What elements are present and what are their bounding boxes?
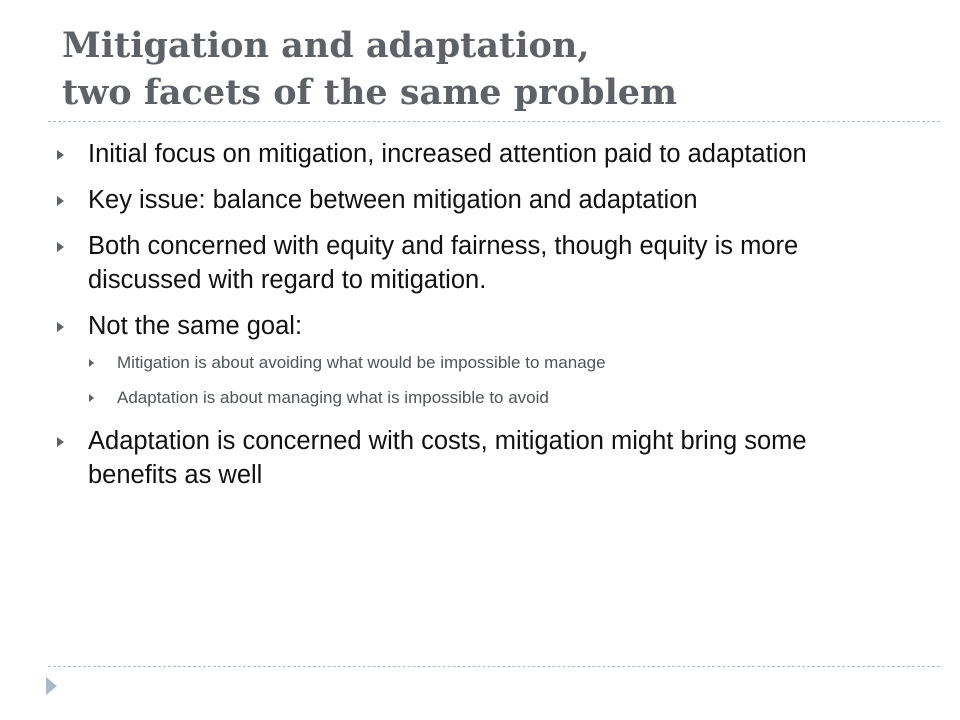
bullet-text: Initial focus on mitigation, increased attention paid to adaptation (88, 140, 807, 168)
bullet-arrow-icon (57, 242, 64, 252)
bullet-item (57, 309, 857, 343)
footer-triangle-icon (46, 677, 57, 695)
title-line-1: Mitigation and adaptation, (62, 25, 590, 66)
sub-bullet-item (57, 386, 857, 410)
bullet-arrow-icon (57, 150, 64, 160)
bullet-item (57, 229, 857, 297)
bullet-item (57, 424, 857, 492)
bullet-list (57, 137, 857, 492)
bullet-item (57, 137, 857, 171)
title-line-2: two facets of the same problem (62, 72, 678, 113)
sub-bullet-item (57, 351, 857, 375)
bullet-text: Not the same goal: (88, 312, 303, 340)
bullet-text: Adaptation is concerned with costs, mitigation might bring some benefits as well (88, 427, 807, 489)
sub-bullet-arrow-icon (89, 394, 94, 402)
bullet-arrow-icon (57, 437, 64, 447)
bullet-arrow-icon (57, 322, 64, 332)
footer-divider (48, 666, 940, 667)
sub-bullet-arrow-icon (89, 359, 94, 367)
bullet-text: Key issue: balance between mitigation and adaptation (88, 186, 698, 214)
bullet-item (57, 183, 857, 217)
bullet-arrow-icon (57, 196, 64, 206)
title-divider (48, 121, 940, 122)
slide-title (62, 22, 922, 116)
sub-bullet-text: Adaptation is about managing what is impossible to avoid (117, 388, 549, 407)
bullet-text: Both concerned with equity and fairness, though equity is more discussed with regard to mitigation. (88, 232, 799, 294)
sub-bullet-text: Mitigation is about avoiding what would be impossible to manage (117, 353, 606, 372)
